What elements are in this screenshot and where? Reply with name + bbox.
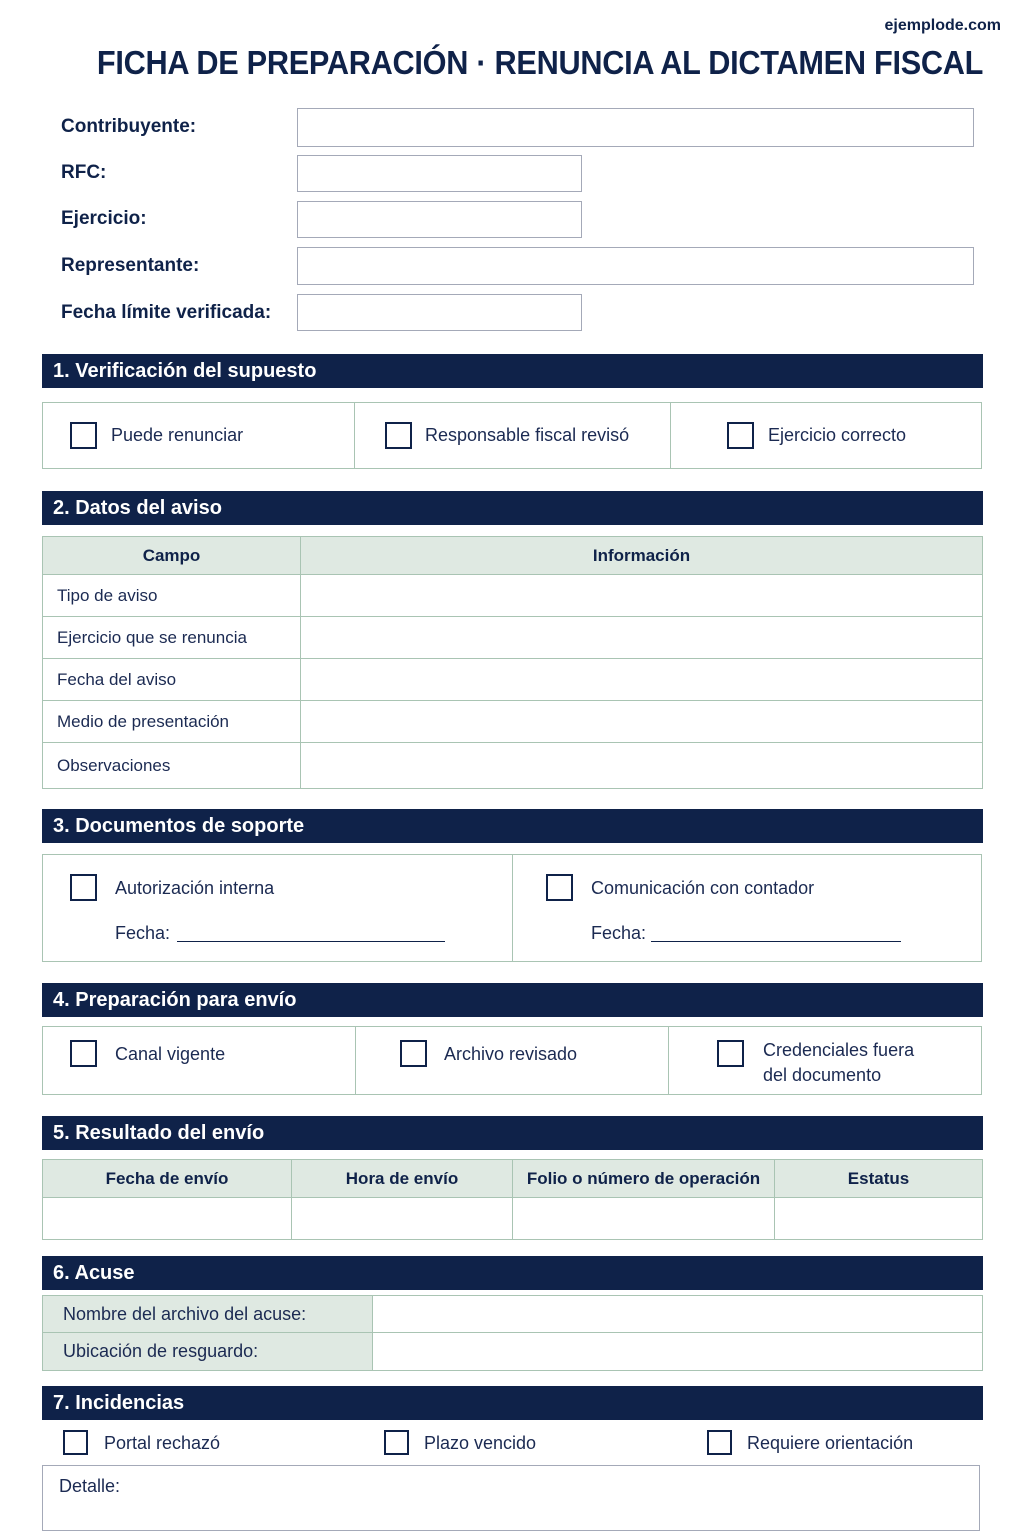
- acuse-archivo-field[interactable]: [373, 1296, 983, 1333]
- ejercicio-correcto-checkbox[interactable]: [727, 422, 754, 449]
- site-brand: ejemplode.com: [884, 17, 1001, 34]
- puede-renunciar-label: Puede renunciar: [111, 425, 244, 445]
- folio-field[interactable]: [513, 1198, 775, 1240]
- detalle-label: Detalle:: [59, 1476, 121, 1496]
- plazo-vencido-checkbox[interactable]: [384, 1430, 409, 1455]
- verificacion-cell: [355, 403, 671, 468]
- puede-renunciar-checkbox[interactable]: [70, 422, 97, 449]
- acuse-ubicacion-field[interactable]: [373, 1333, 983, 1371]
- ejercicio-correcto-label: Ejercicio correcto: [768, 425, 907, 445]
- row-label: Observaciones: [43, 743, 301, 789]
- fecha-label: Fecha:: [591, 923, 647, 943]
- row-value-field[interactable]: [301, 617, 983, 659]
- ejercicio-label: Ejercicio:: [61, 208, 147, 229]
- acuse-table: [42, 1295, 983, 1371]
- fecha-label: Fecha:: [115, 923, 171, 943]
- section-4-header: 4. Preparación para envío: [42, 983, 983, 1017]
- representante-label: Representante:: [61, 255, 200, 276]
- contribuyente-field[interactable]: [297, 108, 974, 147]
- estatus-header: Estatus: [775, 1160, 983, 1198]
- canal-vigente-checkbox[interactable]: [70, 1040, 97, 1067]
- verificacion-panel: [42, 402, 982, 469]
- rfc-field[interactable]: [297, 155, 582, 192]
- contribuyente-label: Contribuyente:: [61, 116, 197, 137]
- verificacion-cell: [671, 403, 980, 468]
- campo-header: Campo: [43, 537, 301, 575]
- preparacion-cell: [356, 1027, 669, 1094]
- requiere-orientacion-label: Requiere orientación: [747, 1433, 914, 1453]
- credenciales-fuera-checkbox[interactable]: [717, 1040, 744, 1067]
- section-6-header: 6. Acuse: [42, 1256, 983, 1290]
- fecha-limite-label: Fecha límite verificada:: [61, 302, 272, 323]
- portal-rechazo-label: Portal rechazó: [104, 1433, 221, 1453]
- row-value-field[interactable]: [301, 575, 983, 617]
- estatus-field[interactable]: [775, 1198, 983, 1240]
- verificacion-cell: [43, 403, 355, 468]
- section-2-header: 2. Datos del aviso: [42, 491, 983, 525]
- comunicacion-contador-checkbox[interactable]: [546, 874, 573, 901]
- responsable-reviso-checkbox[interactable]: [385, 422, 412, 449]
- row-value-field[interactable]: [301, 659, 983, 701]
- hora-envio-header: Hora de envío: [292, 1160, 513, 1198]
- canal-vigente-label: Canal vigente: [115, 1044, 226, 1064]
- page-title: FICHA DE PREPARACIÓN · RENUNCIA AL DICTAMEN FISCAL: [96, 44, 984, 81]
- representante-field[interactable]: [297, 247, 974, 285]
- fecha-envio-header: Fecha de envío: [43, 1160, 292, 1198]
- datos-aviso-table: [42, 536, 983, 789]
- acuse-ubicacion-label: Ubicación de resguardo:: [43, 1333, 373, 1371]
- fecha-line[interactable]: [177, 941, 445, 942]
- archivo-revisado-label: Archivo revisado: [444, 1044, 578, 1064]
- comunicacion-contador-label: Comunicación con contador: [591, 878, 815, 898]
- row-label: Ejercicio que se renuncia: [43, 617, 301, 659]
- requiere-orientacion-checkbox[interactable]: [707, 1430, 732, 1455]
- preparacion-cell: [669, 1027, 980, 1094]
- autorizacion-interna-label: Autorización interna: [115, 878, 275, 898]
- documentos-panel: [42, 854, 982, 962]
- section-1-header: 1. Verificación del supuesto: [42, 354, 983, 388]
- fecha-limite-field[interactable]: [297, 294, 582, 331]
- ejercicio-field[interactable]: [297, 201, 582, 238]
- responsable-reviso-label: Responsable fiscal revisó: [425, 425, 630, 445]
- resultado-table: [42, 1159, 983, 1240]
- documentos-cell: [513, 855, 980, 961]
- folio-header: Folio o número de operación: [513, 1160, 775, 1198]
- autorizacion-interna-checkbox[interactable]: [70, 874, 97, 901]
- detalle-field[interactable]: [42, 1465, 980, 1531]
- acuse-archivo-label: Nombre del archivo del acuse:: [43, 1296, 373, 1333]
- fecha-envio-field[interactable]: [43, 1198, 292, 1240]
- archivo-revisado-checkbox[interactable]: [400, 1040, 427, 1067]
- row-label: Tipo de aviso: [43, 575, 301, 617]
- credenciales-fuera-label: Credenciales fuera del documento: [763, 1040, 915, 1085]
- section-5-header: 5. Resultado del envío: [42, 1116, 983, 1150]
- row-value-field[interactable]: [301, 701, 983, 743]
- informacion-header: Información: [301, 537, 983, 575]
- row-label: Medio de presentación: [43, 701, 301, 743]
- section-3-header: 3. Documentos de soporte: [42, 809, 983, 843]
- documentos-cell: [43, 855, 513, 961]
- row-label: Fecha del aviso: [43, 659, 301, 701]
- preparacion-cell: [43, 1027, 356, 1094]
- row-value-field[interactable]: [301, 743, 983, 789]
- plazo-vencido-label: Plazo vencido: [424, 1433, 537, 1453]
- section-7-header: 7. Incidencias: [42, 1386, 983, 1420]
- preparacion-panel: [42, 1026, 982, 1095]
- portal-rechazo-checkbox[interactable]: [63, 1430, 88, 1455]
- fecha-line[interactable]: [651, 941, 901, 942]
- rfc-label: RFC:: [61, 162, 107, 183]
- hora-envio-field[interactable]: [292, 1198, 513, 1240]
